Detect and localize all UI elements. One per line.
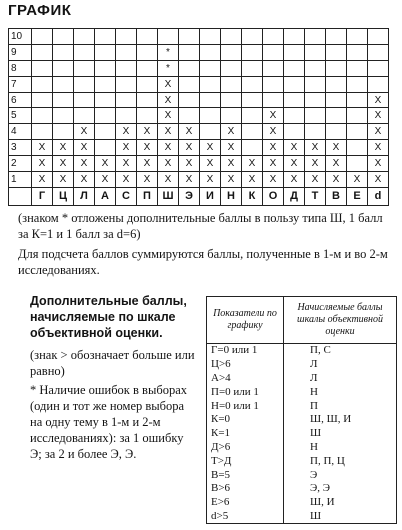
grid-row (9, 156, 389, 172)
table-row (207, 427, 397, 441)
grid-cell (368, 76, 389, 92)
grid-cell (284, 44, 305, 60)
grid-cell: X (53, 156, 74, 172)
grid-cell (221, 76, 242, 92)
grid-cell (32, 124, 53, 140)
grid-cell (200, 60, 221, 76)
points-cell: П, П, Ц (284, 454, 397, 468)
grid-cell: X (221, 172, 242, 188)
grid-cell (32, 29, 53, 45)
table-row (207, 358, 397, 372)
grid-cell: X (200, 156, 221, 172)
grid-cell (200, 44, 221, 60)
grid-letter: П (137, 187, 158, 205)
grid-cell (74, 92, 95, 108)
points-cell: Ш, И (284, 496, 397, 510)
grid-level-label: 8 (9, 60, 32, 76)
grid-level-label: 5 (9, 108, 32, 124)
grid-cell (74, 60, 95, 76)
grid-cell (116, 76, 137, 92)
objective-score-table (206, 296, 397, 524)
indicator-cell: Е>6 (207, 496, 284, 510)
grid-cell (242, 140, 263, 156)
grid-cell (53, 108, 74, 124)
grid-cell (305, 76, 326, 92)
grid-cell: X (326, 140, 347, 156)
grid-cell (221, 44, 242, 60)
grid-letter: Ш (158, 187, 179, 205)
grid-cell: X (32, 140, 53, 156)
grid-cell (116, 44, 137, 60)
grid-cell (326, 60, 347, 76)
grid-cell: * (158, 44, 179, 60)
grid-cell (305, 44, 326, 60)
grid-cell (221, 108, 242, 124)
grid-cell (221, 60, 242, 76)
grid-row (9, 60, 389, 76)
grid-cell: X (347, 172, 368, 188)
grid-cell (221, 92, 242, 108)
table-header-indicators: Показатели по графику (207, 297, 284, 344)
grid-cell (305, 29, 326, 45)
grid-cell (74, 108, 95, 124)
grid-letter-row (9, 187, 389, 205)
grid-cell: X (263, 124, 284, 140)
grid-cell (116, 29, 137, 45)
grid-cell (284, 108, 305, 124)
grid-cell: X (179, 140, 200, 156)
grid-cell: X (74, 140, 95, 156)
grid-row (9, 76, 389, 92)
grid-cell (263, 92, 284, 108)
grid-cell: X (326, 172, 347, 188)
table-row (207, 468, 397, 482)
indicator-cell: К=0 (207, 413, 284, 427)
grid-cell (74, 76, 95, 92)
grid-cell (368, 60, 389, 76)
table-row (207, 496, 397, 510)
grid-cell (53, 29, 74, 45)
grid-cell: X (200, 140, 221, 156)
points-cell: Э (284, 468, 397, 482)
grid-level-label: 4 (9, 124, 32, 140)
indicator-cell: В=5 (207, 468, 284, 482)
sign-note: (знак > обозначает больше или равно) (30, 348, 195, 378)
grid-letter: В (326, 187, 347, 205)
grid-letter: Л (74, 187, 95, 205)
grid-cell: X (368, 140, 389, 156)
grid-cell (347, 124, 368, 140)
points-cell: Ш, Ш, И (284, 413, 397, 427)
grid-cell (284, 60, 305, 76)
grid-cell (158, 29, 179, 45)
grid-note: (знаком * отложены дополнительные баллы в пользу типа Ш, 1 балл за К=1 и 1 балл за d=6) (18, 211, 383, 241)
indicator-cell: Н=0 или 1 (207, 399, 284, 413)
grid-row (9, 172, 389, 188)
grid-cell (284, 29, 305, 45)
grid-cell (137, 76, 158, 92)
grid-cell (95, 108, 116, 124)
score-grid (8, 28, 389, 206)
table-row (207, 344, 397, 358)
grid-level-label: 2 (9, 156, 32, 172)
grid-cell (179, 29, 200, 45)
table-row (207, 441, 397, 455)
grid-cell (53, 76, 74, 92)
grid-letter: d (368, 187, 389, 205)
grid-cell (284, 124, 305, 140)
grid-cell (263, 60, 284, 76)
grid-cell (242, 29, 263, 45)
table-row (207, 413, 397, 427)
grid-cell: X (116, 124, 137, 140)
grid-cell: X (242, 156, 263, 172)
grid-cell (137, 92, 158, 108)
grid-cell: X (368, 124, 389, 140)
points-cell: Э, Э (284, 482, 397, 496)
grid-cell (116, 108, 137, 124)
grid-cell (32, 60, 53, 76)
grid-cell: X (221, 140, 242, 156)
indicator-cell: d>5 (207, 510, 284, 524)
grid-cell: X (221, 124, 242, 140)
grid-cell: X (368, 92, 389, 108)
grid-cell (347, 140, 368, 156)
grid-cell (95, 92, 116, 108)
grid-cell (347, 92, 368, 108)
grid-cell: X (53, 172, 74, 188)
grid-cell: X (368, 156, 389, 172)
grid-level-label: 3 (9, 140, 32, 156)
grid-row (9, 124, 389, 140)
grid-level-label: 7 (9, 76, 32, 92)
grid-cell: X (158, 156, 179, 172)
grid-cell (242, 60, 263, 76)
grid-cell: X (284, 140, 305, 156)
grid-cell (95, 44, 116, 60)
indicator-cell: Т>Д (207, 454, 284, 468)
grid-cell (368, 29, 389, 45)
table-row (207, 399, 397, 413)
grid-cell: X (137, 140, 158, 156)
grid-cell: X (137, 156, 158, 172)
grid-cell (263, 44, 284, 60)
points-cell: Л (284, 358, 397, 372)
grid-cell (242, 124, 263, 140)
grid-cell: X (158, 124, 179, 140)
grid-cell (53, 60, 74, 76)
points-cell: Ш (284, 427, 397, 441)
grid-cell: X (116, 156, 137, 172)
grid-cell (305, 124, 326, 140)
grid-cell: X (74, 172, 95, 188)
grid-cell (326, 44, 347, 60)
grid-cell (179, 60, 200, 76)
grid-cell: X (158, 108, 179, 124)
grid-cell (179, 108, 200, 124)
grid-cell (116, 92, 137, 108)
grid-cell (95, 76, 116, 92)
grid-cell: X (32, 172, 53, 188)
grid-cell (200, 124, 221, 140)
indicator-cell: Д>6 (207, 441, 284, 455)
grid-cell (326, 29, 347, 45)
indicator-cell: П=0 или 1 (207, 385, 284, 399)
grid-corner-cell (9, 187, 32, 205)
grid-cell (53, 124, 74, 140)
grid-level-label: 10 (9, 29, 32, 45)
grid-cell: X (74, 124, 95, 140)
grid-cell (32, 108, 53, 124)
grid-cell: X (221, 156, 242, 172)
grid-cell: X (158, 172, 179, 188)
grid-cell: X (284, 172, 305, 188)
grid-cell: X (116, 172, 137, 188)
grid-cell (32, 92, 53, 108)
grid-cell (32, 76, 53, 92)
indicator-cell: Ц>6 (207, 358, 284, 372)
grid-cell (95, 60, 116, 76)
grid-letter: Е (347, 187, 368, 205)
grid-cell: X (179, 124, 200, 140)
grid-cell (347, 76, 368, 92)
grid-cell (326, 124, 347, 140)
grid-cell: X (158, 76, 179, 92)
grid-cell (326, 76, 347, 92)
grid-cell (305, 60, 326, 76)
points-cell: П, С (284, 344, 397, 358)
grid-cell: X (263, 172, 284, 188)
table-header-points: Начисляемые баллы шкалы объективной оценки (284, 297, 397, 344)
grid-cell: X (179, 172, 200, 188)
grid-letter: С (116, 187, 137, 205)
grid-cell: X (74, 156, 95, 172)
grid-letter: А (95, 187, 116, 205)
grid-letter: Ц (53, 187, 74, 205)
grid-cell (74, 44, 95, 60)
points-cell: П (284, 399, 397, 413)
grid-row (9, 92, 389, 108)
grid-cell (137, 60, 158, 76)
grid-level-label: 9 (9, 44, 32, 60)
grid-cell: X (305, 172, 326, 188)
grid-cell (179, 76, 200, 92)
grid-cell (242, 44, 263, 60)
grid-cell: X (179, 156, 200, 172)
grid-cell (326, 92, 347, 108)
grid-cell (116, 60, 137, 76)
grid-cell (95, 140, 116, 156)
table-row (207, 372, 397, 386)
grid-cell (200, 108, 221, 124)
grid-cell (284, 76, 305, 92)
grid-cell (305, 108, 326, 124)
grid-cell (137, 44, 158, 60)
grid-cell (326, 108, 347, 124)
grid-cell: X (242, 172, 263, 188)
indicator-cell: В>6 (207, 482, 284, 496)
page-title: ГРАФИК (8, 2, 72, 19)
grid-letter: Г (32, 187, 53, 205)
grid-cell (200, 76, 221, 92)
grid-cell: X (32, 156, 53, 172)
grid-cell: X (137, 172, 158, 188)
grid-cell: X (263, 140, 284, 156)
grid-cell (179, 44, 200, 60)
grid-cell (74, 29, 95, 45)
sum-note: Для подсчета баллов суммируются баллы, полученные в 1-м и во 2-м исследованиях. (18, 247, 388, 277)
grid-cell: X (95, 156, 116, 172)
grid-cell: X (137, 124, 158, 140)
grid-cell (347, 44, 368, 60)
grid-cell (347, 108, 368, 124)
grid-cell (53, 44, 74, 60)
grid-cell: X (116, 140, 137, 156)
grid-cell (179, 92, 200, 108)
grid-cell: X (284, 156, 305, 172)
grid-row (9, 44, 389, 60)
extra-points-heading: Дополнительные баллы, начисляемые по шкале объективной оценки. (30, 294, 187, 340)
grid-cell: * (158, 60, 179, 76)
grid-cell (263, 29, 284, 45)
grid-row (9, 108, 389, 124)
grid-cell: X (200, 172, 221, 188)
grid-cell (32, 44, 53, 60)
grid-cell (137, 108, 158, 124)
grid-letter: И (200, 187, 221, 205)
grid-cell (347, 156, 368, 172)
grid-cell (368, 44, 389, 60)
table-row (207, 385, 397, 399)
grid-cell (263, 76, 284, 92)
grid-cell: X (95, 172, 116, 188)
grid-cell (284, 92, 305, 108)
indicator-cell: К=1 (207, 427, 284, 441)
grid-cell (242, 92, 263, 108)
grid-cell: X (158, 92, 179, 108)
grid-cell: X (263, 156, 284, 172)
grid-letter: К (242, 187, 263, 205)
points-cell: Л (284, 372, 397, 386)
grid-cell: X (368, 108, 389, 124)
grid-cell: X (263, 108, 284, 124)
grid-cell (347, 60, 368, 76)
grid-cell (137, 29, 158, 45)
points-cell: Ш (284, 510, 397, 524)
grid-letter: Т (305, 187, 326, 205)
grid-cell (200, 29, 221, 45)
grid-level-label: 1 (9, 172, 32, 188)
table-row (207, 454, 397, 468)
grid-letter: О (263, 187, 284, 205)
grid-cell (347, 29, 368, 45)
grid-cell (305, 92, 326, 108)
grid-cell: X (305, 156, 326, 172)
grid-cell: X (305, 140, 326, 156)
grid-cell (95, 29, 116, 45)
grid-letter: Д (284, 187, 305, 205)
grid-cell: X (158, 140, 179, 156)
table-row (207, 510, 397, 524)
grid-letter: Н (221, 187, 242, 205)
indicator-cell: Г=0 или 1 (207, 344, 284, 358)
grid-cell (221, 29, 242, 45)
grid-row (9, 29, 389, 45)
points-cell: Н (284, 385, 397, 399)
table-row (207, 482, 397, 496)
grid-cell: X (53, 140, 74, 156)
indicator-cell: А>4 (207, 372, 284, 386)
grid-cell: X (368, 172, 389, 188)
points-cell: Н (284, 441, 397, 455)
grid-cell (242, 108, 263, 124)
grid-letter: Э (179, 187, 200, 205)
grid-cell (200, 92, 221, 108)
grid-cell (242, 76, 263, 92)
grid-cell (53, 92, 74, 108)
grid-row (9, 140, 389, 156)
grid-level-label: 6 (9, 92, 32, 108)
errors-note: * Наличие ошибок в выборах (один и тот же номер выбора на одну тему в 1-м и 2-м исследованиях): за 1 ошибку Э; за 2 и более Э, Э. (30, 383, 187, 461)
grid-cell (95, 124, 116, 140)
grid-cell: X (326, 156, 347, 172)
